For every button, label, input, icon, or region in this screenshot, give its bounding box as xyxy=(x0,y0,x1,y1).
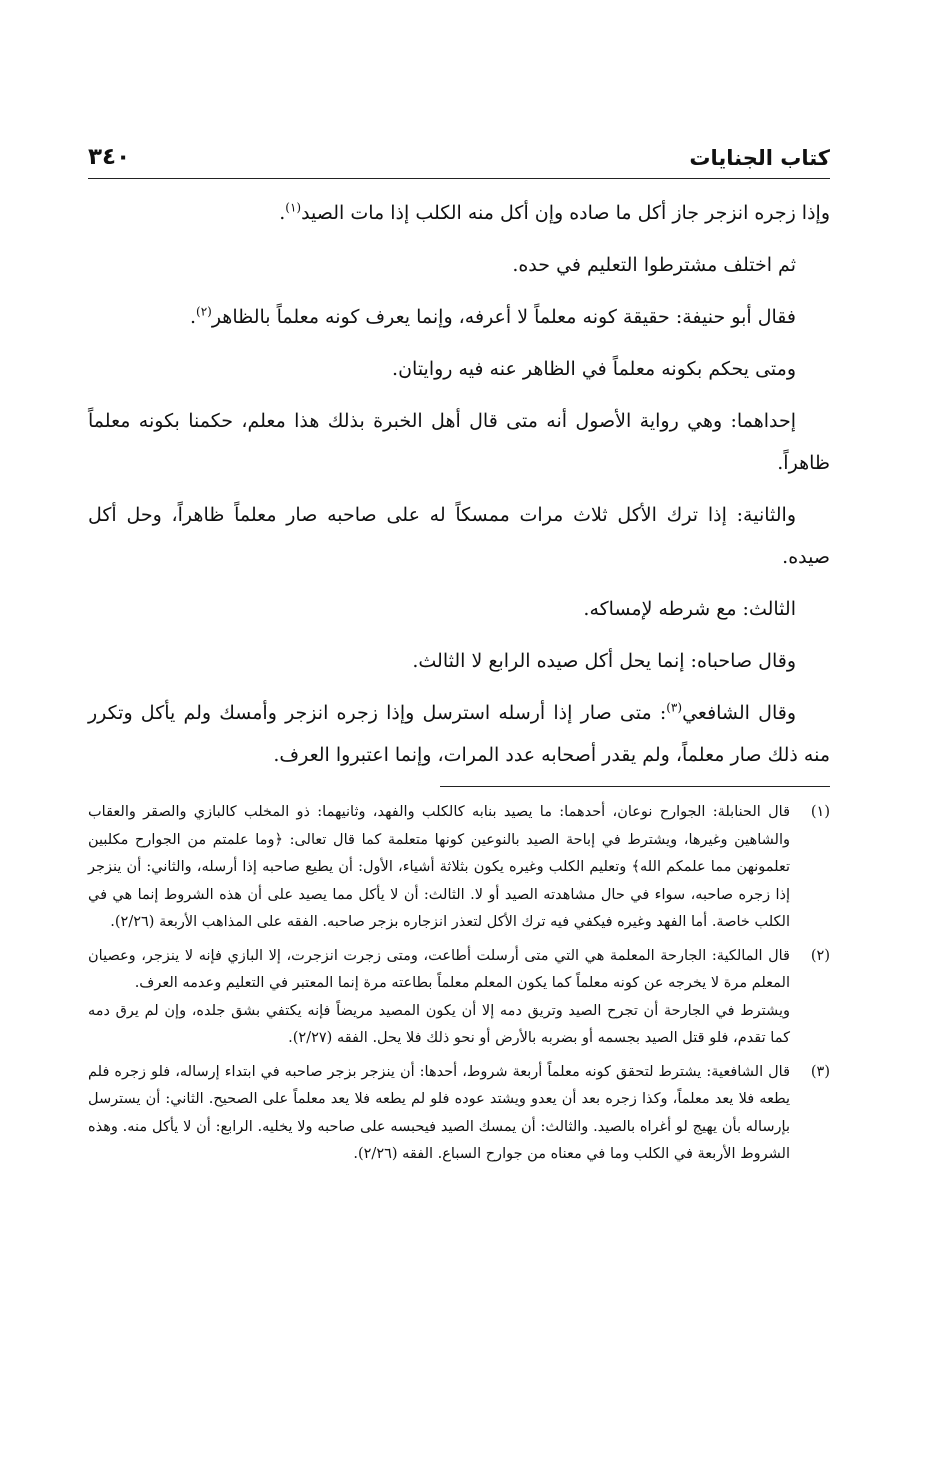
footnote-text: قال المالكية: الجارحة المعلمة هي التي متى أرسلت أطاعت، ومتى زجرت انزجرت، إلا البازي فإنه لا ينزجر، وعصيان المعلم مرة لا يخرجه عن كونه معلماً كما يكون المعلم معلماً بطاعته مرة إنما المعتبر في التعليم وعدمه العرف. xyxy=(88,947,790,991)
paragraph xyxy=(88,348,830,390)
paragraph-text: ثم اختلف مشترطوا التعليم في حده. xyxy=(512,254,796,276)
paragraph-text: وقال الشافعي xyxy=(682,702,796,724)
footnote-number: (١) xyxy=(810,804,830,820)
paragraph-text: وإذا زجره انزجر جاز أكل ما صاده وإن أكل منه الكلب إذا مات الصيد xyxy=(301,202,830,224)
paragraph xyxy=(88,588,830,630)
paragraph-text: الثالث: مع شرطه لإمساكه. xyxy=(583,598,796,620)
footnote-separator xyxy=(440,786,830,787)
paragraph-text: فقال أبو حنيفة: حقيقة كونه معلماً لا أعرفه، وإنما يعرف كونه معلماً بالظاهر xyxy=(211,306,796,328)
page-number: ٣٤٠ xyxy=(88,144,131,170)
footnote-text: ويشترط في الجارحة أن تجرح الصيد وتريق دمه إلا أن يكون المصيد مريضاً فإنه يكتفي بشق جلده، وإن لم يرق دمه كما تقدم، فلو قتل الصيد بجسمه أو بضربه بالأرض أو نحو ذلك فلا يحل. الفقه (٢/٢٧). xyxy=(88,1002,790,1046)
footnote-number: (٢) xyxy=(810,947,830,964)
footnote-ref[interactable]: (٢) xyxy=(196,304,212,319)
paragraph xyxy=(88,192,830,234)
paragraph-text: إحداهما: وهي رواية الأصول أنه متى قال أهل الخبرة بذلك هذا معلم، حكمنا بكونه معلماً ظاهراً. xyxy=(88,410,830,474)
paragraph xyxy=(88,494,830,578)
paragraph-tail: . xyxy=(189,306,196,328)
paragraph xyxy=(88,400,830,484)
paragraph xyxy=(88,244,830,286)
paragraph-tail: : متى صار إذا أرسله استرسل وإذا زجره انزجر وأمسك ولم يأكل وتكرر منه ذلك صار معلماً، ولم يقدر أصحابه عدد المرات، وإنما اعتبروا العرف. xyxy=(88,702,830,766)
footnote-ref[interactable]: (٣) xyxy=(666,700,683,715)
footnote xyxy=(88,799,830,937)
footnote-text: قال الحنابلة: الجوارح نوعان، أحدهما: ما يصيد بنابه كالكلب والفهد، وثانيهما: ذو المخلب كالبازي والصقر والعقاب والشاهين وغيرها، ويشترط في إباحة الصيد بالنوعين كونها متعلمة كما قال تعالى: ﴿وما علمتم من الجوارح مكلبين تعلمونهن مما علمكم الله﴾ وتعليم الكلب وغيره يكون بثلاثة أشياء، الأول: أن يطيع صاحبه إذا أرسله، والثاني: أن ينزجر إذا زجره صاحبه، سواء في حال مشاهدته الصيد أو لا. الثالث: أن لا يأكل مما يصيد على أن هذه الشروط إنما هي في الكلب خاصة. أما الفهد وغيره فيكفي فيه ترك الأكل لتعذر انزجاره بزجر صاحبه. الفقه على المذاهب الأربعة (٢/٢٦). xyxy=(88,804,790,930)
main-text xyxy=(88,192,830,776)
footnote xyxy=(88,1059,830,1169)
footnote-text: قال الشافعية: يشترط لتحقق كونه معلماً أربعة شروط، أحدها: أن ينزجر بزجر صاحبه في ابتداء إرساله، فلو زجره فلم يطعه فلا يعد معلماً، وكذا زجره بعد أن يعدو ويشتد عوده فلو لم يطعه فلا يعد معلماً على الصحيح. الثاني: أن يسترسل بإرساله بأن يهيج لو أغراه بالصيد. والثالث: أن يمسك الصيد فيحبسه على صاحبه ولا يخليه. الرابع: أن لا يأكل منه. وهذه الشروط الأربعة في الكلب وما في معناه من جوارح السباع. الفقه (٢/٢٦). xyxy=(88,1063,790,1162)
footnote-body xyxy=(88,799,790,937)
footnote xyxy=(88,943,830,1053)
paragraph xyxy=(88,640,830,682)
paragraph-text: والثانية: إذا ترك الأكل ثلاث مرات ممسكاً له على صاحبه صار معلماً ظاهراً، وحل أكل صيده. xyxy=(88,504,830,568)
header-rule xyxy=(88,178,830,179)
page xyxy=(88,132,830,1175)
footnotes xyxy=(88,799,830,1169)
paragraph-text: ومتى يحكم بكونه معلماً في الظاهر عنه فيه روايتان. xyxy=(392,358,796,380)
footnote-body xyxy=(88,943,790,1053)
paragraph-tail: . xyxy=(279,202,286,224)
footnote-body xyxy=(88,1059,790,1169)
paragraph xyxy=(88,296,830,338)
page-header xyxy=(88,132,830,182)
paragraph xyxy=(88,692,830,776)
footnote-number: (٣) xyxy=(810,1063,830,1080)
paragraph-text: وقال صاحباه: إنما يحل أكل صيده الرابع لا الثالث. xyxy=(412,650,796,672)
footnote-ref[interactable]: (١) xyxy=(285,200,302,215)
running-title: كتاب الجنايات xyxy=(689,146,830,170)
